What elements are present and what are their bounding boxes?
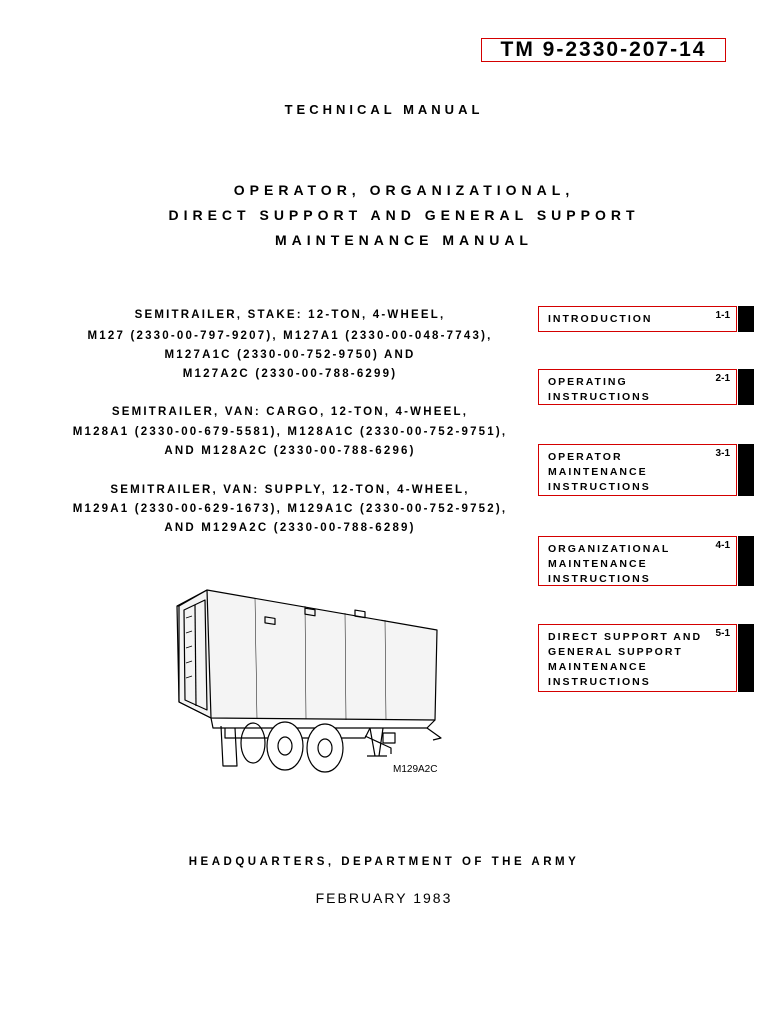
index-label: OPERATING INSTRUCTIONS xyxy=(548,376,651,403)
index-page: 2-1 xyxy=(715,373,730,384)
thumb-tab-marker xyxy=(738,306,754,332)
vehicle-line: M127A2C (2330-00-788-6299) xyxy=(182,368,398,380)
index-page: 1-1 xyxy=(715,310,730,321)
vehicle-line: M129A1 (2330-00-629-1673), M129A1C (2330-00-752-9752), xyxy=(72,503,508,515)
tm-number: TM 9-2330-207-14 xyxy=(481,38,726,62)
thumb-tab-marker xyxy=(738,536,754,586)
index-entry-direct-general-support[interactable] xyxy=(538,624,737,692)
publication-date: FEBRUARY 1983 xyxy=(315,890,453,906)
title-line-2: DIRECT SUPPORT AND GENERAL SUPPORT xyxy=(168,207,640,223)
index-label: INTRODUCTION xyxy=(548,313,653,325)
vehicle-line: SEMITRAILER, VAN: SUPPLY, 12-TON, 4-WHEEL, xyxy=(110,484,470,496)
index-entry-operator-maintenance[interactable] xyxy=(538,444,737,496)
thumb-tab-marker xyxy=(738,444,754,496)
title-line-3: MAINTENANCE MANUAL xyxy=(275,232,533,248)
index-page: 5-1 xyxy=(715,628,730,639)
index-entry-introduction[interactable] xyxy=(538,306,737,332)
vehicle-line: M128A1 (2330-00-679-5581), M128A1C (2330-00-752-9751), xyxy=(72,426,508,438)
vehicle-line: SEMITRAILER, STAKE: 12-TON, 4-WHEEL, xyxy=(134,309,446,321)
vehicle-line: AND M129A2C (2330-00-788-6289) xyxy=(164,522,416,534)
title-line-1: OPERATOR, ORGANIZATIONAL, xyxy=(233,182,575,198)
thumb-tab-marker xyxy=(738,369,754,405)
thumb-tab-marker xyxy=(738,624,754,692)
semitrailer-illustration xyxy=(165,578,445,778)
index-page: 3-1 xyxy=(715,448,730,459)
index-label: DIRECT SUPPORT AND GENERAL SUPPORT MAINTENANCE INSTRUCTIONS xyxy=(548,631,703,688)
document-type-label: TECHNICAL MANUAL xyxy=(284,102,484,117)
index-page: 4-1 xyxy=(715,540,730,551)
issuer: HEADQUARTERS, DEPARTMENT OF THE ARMY xyxy=(188,856,580,868)
vehicle-line: M127A1C (2330-00-752-9750) AND xyxy=(164,349,416,361)
index-entry-organizational-maintenance[interactable] xyxy=(538,536,737,586)
index-entry-operating-instructions[interactable] xyxy=(538,369,737,405)
illustration-caption: M129A2C xyxy=(393,764,438,775)
vehicle-line: SEMITRAILER, VAN: CARGO, 12-TON, 4-WHEEL, xyxy=(111,406,469,418)
index-label: ORGANIZATIONAL MAINTENANCE INSTRUCTIONS xyxy=(548,543,671,585)
vehicle-line: M127 (2330-00-797-9207), M127A1 (2330-00-048-7743), xyxy=(87,330,493,342)
index-label: OPERATOR MAINTENANCE INSTRUCTIONS xyxy=(548,451,651,493)
vehicle-line: AND M128A2C (2330-00-788-6296) xyxy=(164,445,416,457)
